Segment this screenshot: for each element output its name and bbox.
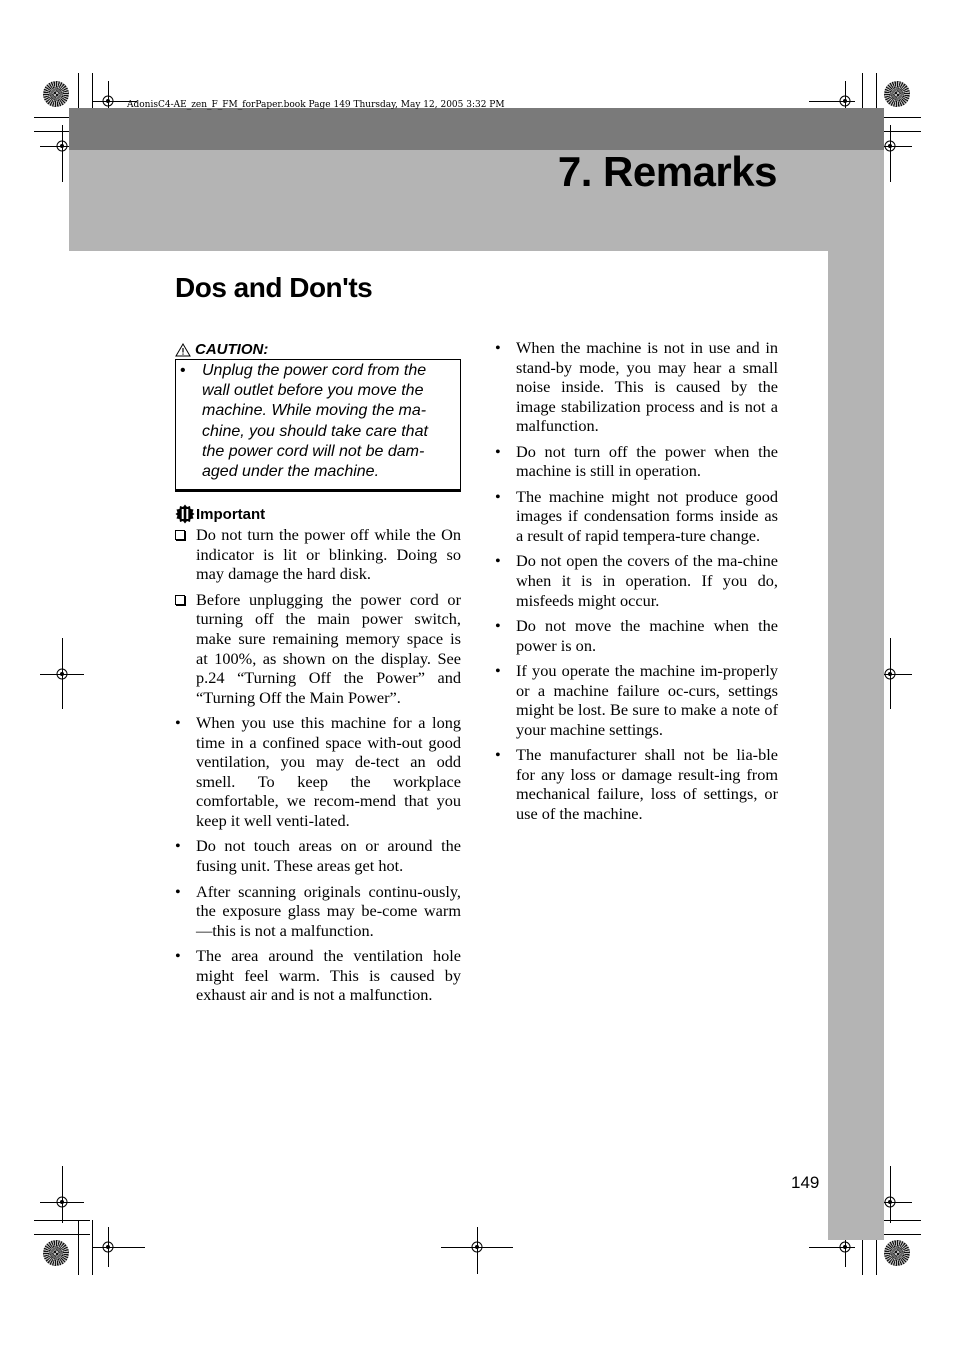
list-item: • When you use this machine for a long time in a confined space with-out good ventilation, you may de-tect an odd smell. To keep the workplace comfortable, we recom-mend that you keep it well venti-lated.	[175, 713, 461, 830]
right-column	[495, 338, 778, 830]
warning-triangle-icon	[175, 343, 191, 357]
checkbox-bullet-icon	[175, 595, 185, 605]
section-title: Dos and Don'ts	[175, 272, 373, 303]
registration-crosshair-icon	[838, 1240, 852, 1254]
bullet: •	[180, 362, 186, 379]
registration-crosshair-icon	[55, 139, 69, 153]
registration-crosshair-icon	[883, 139, 897, 153]
list-item: • Do not turn off the power when the machine is still in operation.	[495, 441, 778, 481]
registration-rosette-icon	[43, 1240, 69, 1266]
list-item: Before unplugging the power cord or turning off the main power switch, make sure remaining memory space is at 100%, as shown on the display. See p.24 “Turning Off the Power” and “Turning Off the Main Power”.	[175, 590, 461, 707]
list-item: • The machine might not produce good images if condensation forms inside as a result of rapid tempera-ture change.	[495, 486, 778, 545]
list-item: • After scanning originals continu-ously, the exposure glass may be-come warm—this is not a malfunction.	[175, 881, 461, 940]
list-item: • Do not move the machine when the power is on.	[495, 616, 778, 655]
list-item: • The area around the ventilation hole might feel warm. This is caused by exhaust air and is not a malfunction.	[175, 946, 461, 1005]
list-item: • When the machine is not in use and in stand-by mode, you may hear a small noise inside. This is caused by the image stabilization process and is not a malfunction.	[495, 338, 778, 436]
header-band-dark	[69, 108, 884, 150]
left-column	[175, 340, 461, 1011]
caution-text: Unplug the power cord from the wall outlet before you move the machine. While moving the ma-chine, you should take care that the power cord will not be dam-aged under the machine.	[202, 362, 428, 481]
list-item: • If you operate the machine im-properly or a machine failure oc-curs, settings might be lost. Be sure to make a note of your machine settings.	[495, 661, 778, 739]
registration-crosshair-icon	[55, 1195, 69, 1209]
caution-heading	[175, 340, 461, 359]
registration-crosshair-icon	[101, 1240, 115, 1254]
page-number: 149	[791, 1173, 820, 1192]
registration-rosette-icon	[884, 81, 910, 107]
registration-rosette-icon	[43, 81, 69, 107]
caution-box	[175, 359, 461, 492]
caution-label: CAUTION:	[195, 341, 269, 358]
registration-crosshair-icon	[55, 667, 69, 681]
important-list	[175, 525, 461, 1005]
list-item: • Do not touch areas on or around the fusing unit. These areas get hot.	[175, 836, 461, 875]
registration-crosshair-icon	[101, 94, 115, 108]
checkbox-bullet-icon	[175, 530, 185, 540]
important-label: Important	[196, 505, 266, 523]
list-item: • The manufacturer shall not be lia-ble for any loss or damage result-ing from mechanical failure, loss of settings, or use of the machine.	[495, 745, 778, 824]
chapter-side-strip	[828, 251, 884, 1240]
registration-crosshair-icon	[883, 1195, 897, 1209]
registration-crosshair-icon	[470, 1240, 484, 1254]
important-heading	[175, 503, 461, 525]
registration-rosette-icon	[884, 1240, 910, 1266]
list-item: Do not turn the power off while the On indicator is lit or blinking. Doing so may damage the hard disk.	[175, 525, 461, 584]
registration-crosshair-icon	[883, 667, 897, 681]
print-info: AdonisC4-AE_zen_F_FM_forPaper.book Page 149 Thursday, May 12, 2005 3:32 PM	[127, 100, 505, 110]
chapter-title: 7. Remarks	[557, 148, 777, 195]
important-badge-icon	[175, 504, 195, 524]
caution-item	[180, 361, 446, 482]
list-item: • Do not open the covers of the ma-chine when it is in operation. If you do, misfeeds might occur.	[495, 551, 778, 610]
registration-crosshair-icon	[838, 94, 852, 108]
